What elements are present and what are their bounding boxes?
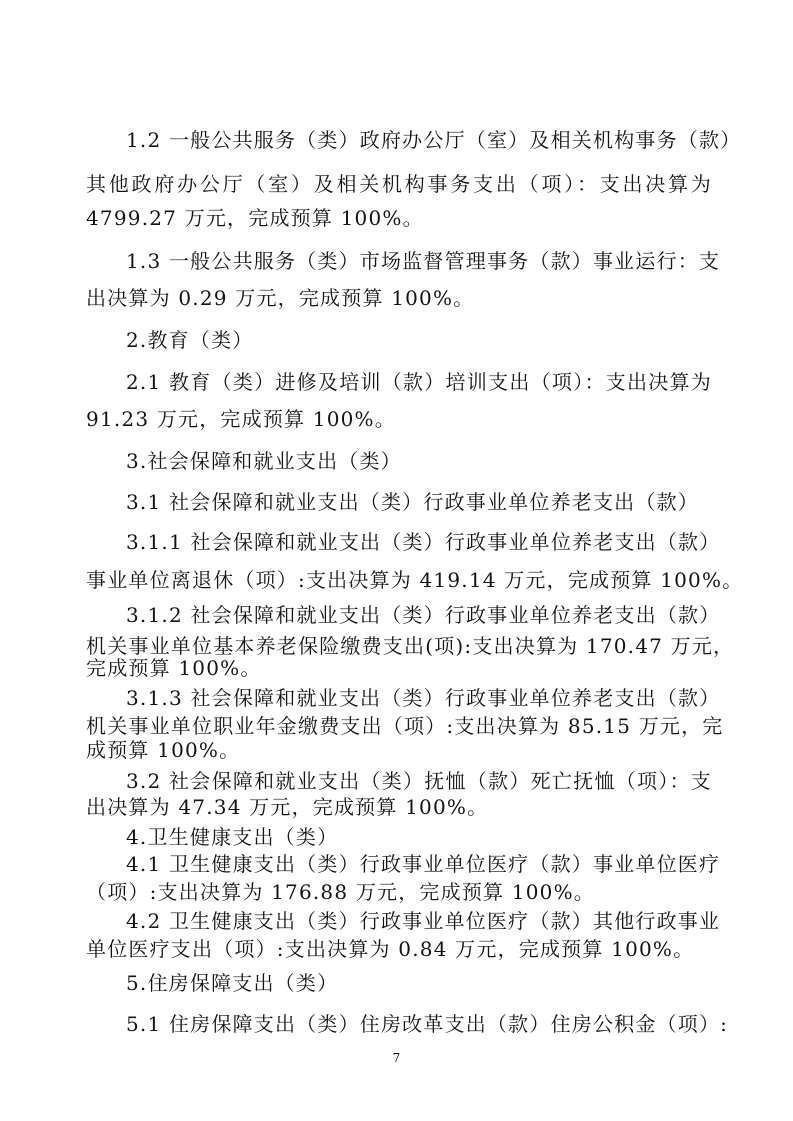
text-line: 出决算为 47.34 万元，完成预算 100%。	[86, 795, 489, 819]
section-heading: 5.住房保障支出（类）	[126, 971, 339, 995]
text-line: （项）:支出决算为 176.88 万元，完成预算 100%。	[86, 880, 595, 904]
text-line: 91.23 万元，完成预算 100%。	[86, 407, 396, 431]
text-line: 1.3 一般公共服务（类）市场监督管理事务（款）事业运行：支	[126, 249, 721, 273]
text-line: 成预算 100%。	[86, 738, 241, 762]
text-line: 3.2 社会保障和就业支出（类）抚恤（款）死亡抚恤（项）：支	[126, 769, 712, 793]
text-line: 5.1 住房保障支出（类）住房改革支出（款）住房公积金（项）:	[126, 1012, 729, 1036]
text-line: 3.1.3 社会保障和就业支出（类）行政事业单位养老支出（款）	[126, 686, 721, 710]
text-line: 出决算为 0.29 万元，完成预算 100%。	[86, 286, 475, 310]
text-line: 4.2 卫生健康支出（类）行政事业单位医疗（款）其他行政事业	[126, 909, 721, 933]
text-line: 2.1 教育（类）进修及培训（款）培训支出（项）：支出决算为	[126, 370, 712, 394]
text-line: 机关事业单位职业年金缴费支出（项）:支出决算为 85.15 万元，完	[86, 714, 724, 738]
text-line: 3.1.1 社会保障和就业支出（类）行政事业单位养老支出（款）	[126, 530, 721, 554]
text-line: 3.1.2 社会保障和就业支出（类）行政事业单位养老支出（款）	[126, 603, 721, 627]
section-heading: 2.教育（类）	[126, 328, 254, 352]
text-line: 3.1 社会保障和就业支出（类）行政事业单位养老支出（款）	[126, 490, 699, 514]
text-line: 事业单位离退休（项）:支出决算为 419.14 万元，完成预算 100%。	[86, 568, 744, 592]
text-line: 4799.27 万元，完成预算 100%。	[86, 206, 424, 230]
text-line: 机关事业单位基本养老保险缴费支出(项):支出决算为 170.47 万元，	[86, 634, 735, 658]
section-heading: 3.社会保障和就业支出（类）	[126, 449, 402, 473]
text-line: 单位医疗支出（项）:支出决算为 0.84 万元，完成预算 100%。	[86, 937, 695, 961]
page-number: 7	[392, 1051, 401, 1065]
text-line: 4.1 卫生健康支出（类）行政事业单位医疗（款）事业单位医疗	[126, 852, 721, 876]
section-heading: 4.卫生健康支出（类）	[126, 825, 339, 849]
text-line: 1.2 一般公共服务（类）政府办公厅（室）及相关机构事务（款）	[126, 128, 742, 152]
text-line: 其他政府办公厅（室）及相关机构事务支出（项）：支出决算为	[86, 172, 712, 196]
text-line: 完成预算 100%。	[86, 656, 262, 680]
